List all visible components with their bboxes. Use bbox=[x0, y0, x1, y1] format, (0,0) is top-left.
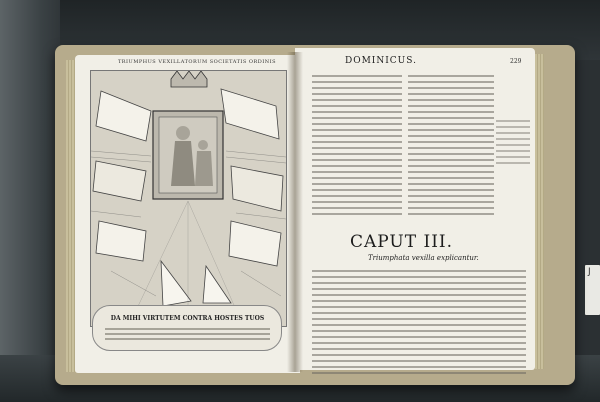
book-gutter bbox=[287, 52, 303, 372]
engraving-illustration bbox=[90, 70, 287, 327]
text-column-right bbox=[408, 75, 494, 219]
margin-notes bbox=[496, 120, 530, 168]
label-card-text: J bbox=[588, 267, 591, 277]
engraving-artwork bbox=[91, 71, 286, 326]
cartouche-caption-lines bbox=[105, 325, 270, 343]
chapter-title: CAPUT III. bbox=[350, 232, 454, 252]
left-page-header: TRIUMPHUS VEXILLATORUM SOCIETATIS ORDINIS bbox=[117, 59, 277, 65]
chapter-body-text bbox=[312, 270, 526, 378]
chapter-subtitle: Triumphata vexilla explicantur. bbox=[368, 254, 479, 262]
engraving-motto: DA MIHI VIRTUTEM CONTRA HOSTES TUOS bbox=[110, 315, 265, 322]
running-head: DOMINICUS. bbox=[345, 56, 417, 66]
exhibit-label-card bbox=[585, 265, 600, 315]
page-number: 229 bbox=[510, 58, 522, 65]
text-column-left bbox=[312, 75, 402, 219]
